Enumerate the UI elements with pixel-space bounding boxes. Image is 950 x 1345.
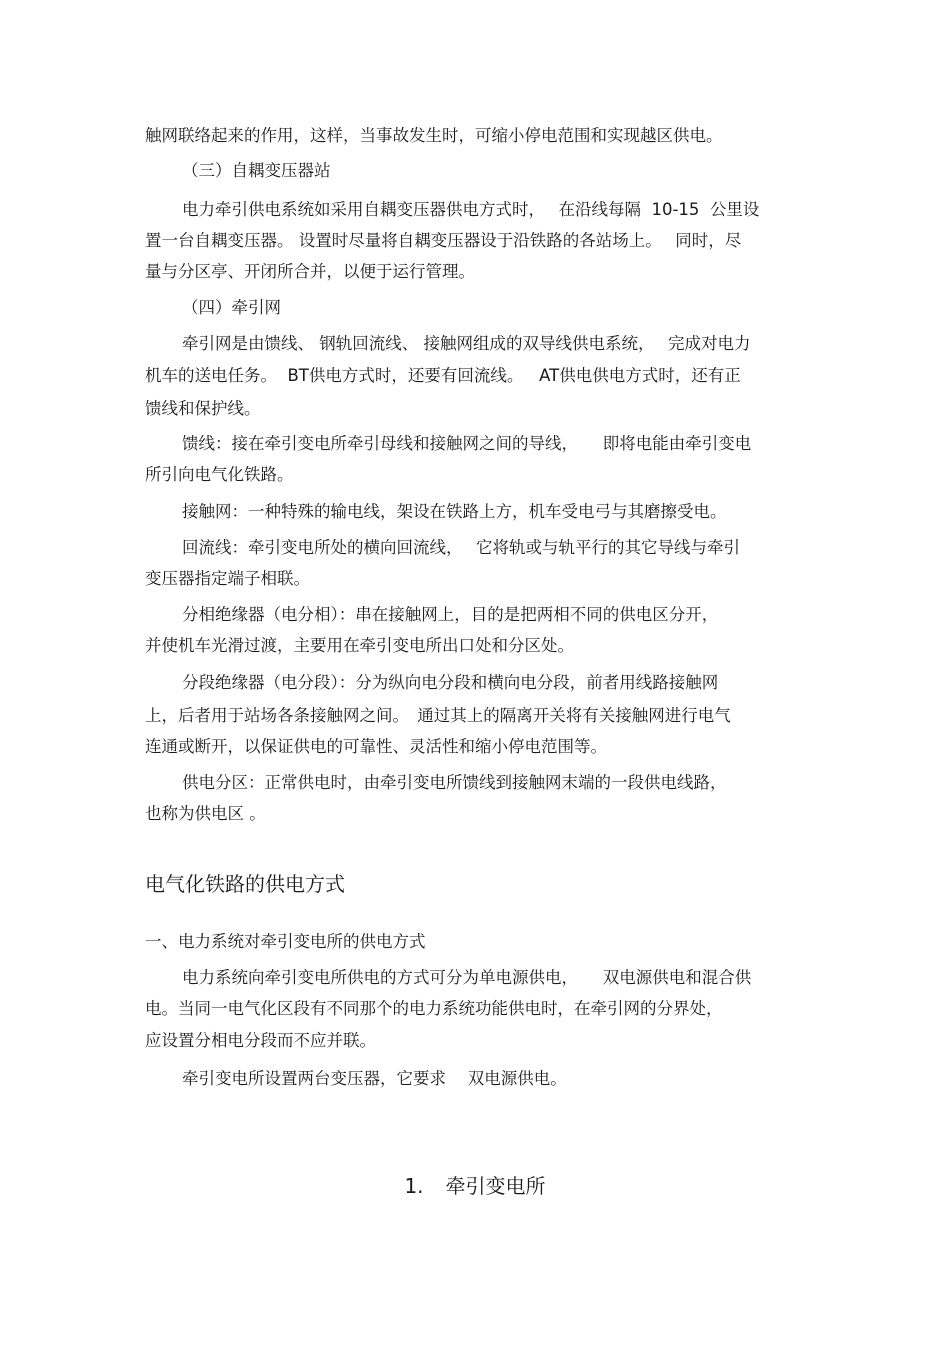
paragraph-line: 触网联络起来的作用，这样，当事故发生时，可缩小停电范围和实现越区供电。 — [145, 126, 723, 145]
paragraph-line: 馈线和保护线。 — [145, 399, 261, 418]
paragraph-line: 置一台自耦变压器。 设置时尽量将自耦变压器设于沿铁路的各站场上。 同时，尽 — [145, 231, 742, 250]
paragraph-line: 也称为供电区 。 — [145, 804, 266, 823]
paragraph-line: 连通或断开，以保证供电的可靠性、灵活性和缩小停电范围等。 — [145, 737, 607, 756]
paragraph-line: 分相绝缘器（电分相）：串在接触网上，目的是把两相不同的供电区分开， — [182, 605, 719, 624]
heading-text: 牵引变电所 — [445, 1174, 546, 1198]
paragraph-line: 电力牵引供电系统如采用自耦变压器供电方式时， 在沿线每隔 10-15 公里设 — [182, 200, 760, 219]
paragraph-line: 应设置分相电分段而不应并联。 — [145, 1031, 376, 1050]
paragraph-line: 馈线：接在牵引变电所牵引母线和接触网之间的导线， 即将电能由牵引变电 — [182, 434, 752, 453]
paragraph-line: 供电分区：正常供电时，由牵引变电所馈线到接触网末端的一段供电线路， — [182, 773, 727, 792]
paragraph-line: 变压器指定端子相联。 — [145, 569, 310, 588]
paragraph-line: 机车的送电任务。 BT供电方式时，还要有回流线。 AT供电供电方式时，还有正 — [145, 366, 741, 385]
paragraph-line: 量与分区亭、开闭所合并，以便于运行管理。 — [145, 262, 475, 281]
numbered-heading — [0, 1173, 950, 1199]
paragraph-line: 电。当同一电气化区段有不同那个的电力系统功能供电时，在牵引网的分界处， — [145, 999, 723, 1018]
paragraph-line: 电力系统向牵引变电所供电的方式可分为单电源供电， 双电源供电和混合供 — [182, 968, 752, 987]
section-title: 电气化铁路的供电方式 — [145, 872, 345, 896]
paragraph-line: 并使机车光滑过渡，主要用在牵引变电所出口处和分区处。 — [145, 636, 574, 655]
subsection-heading-autotransformer: （三）自耦变压器站 — [182, 161, 331, 180]
paragraph-line: 牵引网是由馈线、 钢轨回流线、 接触网组成的双导线供电系统， 完成对电力 — [182, 334, 751, 353]
subsection-heading-traction-network: （四）牵引网 — [182, 298, 281, 317]
paragraph-line: 分段绝缘器（电分段）：分为纵向电分段和横向电分段，前者用线路接触网 — [182, 673, 719, 692]
paragraph-line: 接触网：一种特殊的输电线，架设在铁路上方，机车受电弓与其磨擦受电。 — [182, 502, 727, 521]
paragraph-line: 牵引变电所设置两台变压器，它要求 双电源供电。 — [182, 1069, 567, 1088]
paragraph-line: 所引向电气化铁路。 — [145, 465, 294, 484]
subsection-title: 一、电力系统对牵引变电所的供电方式 — [145, 932, 426, 951]
heading-number: 1. — [404, 1174, 424, 1198]
paragraph-line: 回流线：牵引变电所处的横向回流线， 它将轨或与轨平行的其它导线与牵引 — [182, 538, 740, 557]
paragraph-line: 上，后者用于站场各条接触网之间。 通过其上的隔离开关将有关接触网进行电气 — [145, 706, 731, 725]
